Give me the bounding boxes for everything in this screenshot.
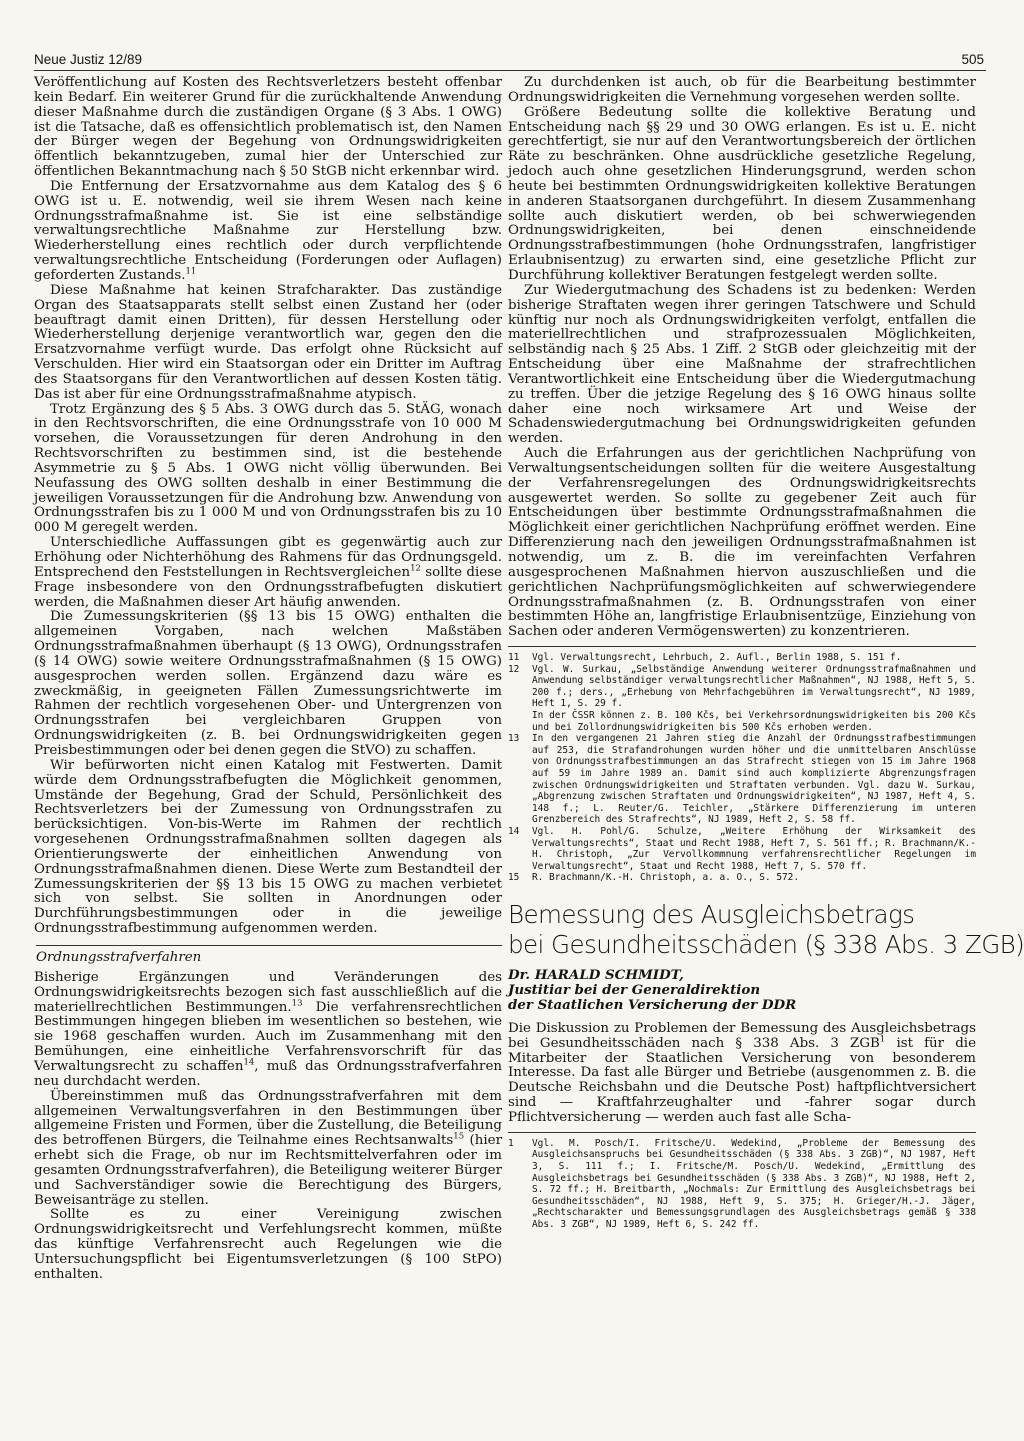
paragraph-text: Die Diskussion zu Problemen der Bemessung des Ausgleichsbetrags bei Gesundheitsschäden nach § 338 Abs. 3 ZGB bbox=[508, 1020, 976, 1051]
paragraph-text: , muß das Ordnungsstrafverfahren neu durchdacht werden. bbox=[34, 1059, 502, 1089]
paragraph: Auch die Erfahrungen aus der gerichtlichen Nachprüfung von Verwaltungsentscheidungen sollten für die weitere Ausgestaltung der Verfahrensregelungen des Ordnungswidrigkeitsrechts ausgewertet werden. So sollte zu gegebener Zeit auch für Entscheidungen über bestimmte Ordnungsstrafmaßnahmen die Möglichkeit einer gerichtlichen Nachprüfung eröffnet werden. Eine Differenzierung nach den jeweiligen Ordnungsstrafmaßnahmen ist notwendig, um z. B. die im vereinfachten Verfahren ausgesprochenen Maßnahmen hiervon auszuschließen und die gerichtlichen Nachprüfungsmöglichkeiten auf schwerwiegendere Ordnungsstrafmaßnahmen (z. B. Ordnungsstrafen von einer bestimmten Höhe an, langfristige Erlaubnisentzüge, Einziehung von Sachen oder anderen Vermögenswerten) zu konzentrieren. bbox=[508, 446, 976, 640]
footnote bbox=[508, 872, 976, 884]
paragraph: Diese Maßnahme hat keinen Strafcharakter. Das zuständige Organ des Staatsapparats stellt selbst einen Zustand her (oder beauftragt damit einen Dritten), für dessen Herstellung oder Wiederherstellung derjenige verantwortlich war, gegen den die Ersatzvornahme verfügt wurde. Das erfolgt ohne Rücksicht auf Verschulden. Hier wird ein Staatsorgan oder ein Dritter im Auftrag des Staatsorgans für den Verantwortlichen auf dessen Kosten tätig. Das ist aber für eine Ordnungsstrafmaßnahme atypisch. bbox=[34, 282, 502, 402]
paragraph bbox=[34, 536, 502, 610]
footnote-ref: 1 bbox=[879, 1034, 886, 1045]
author-name: Dr. HARALD SCHMIDT, bbox=[508, 966, 684, 983]
footnote-ref: 15 bbox=[453, 1131, 465, 1142]
right-column bbox=[508, 75, 1024, 1416]
footnote-number: 12 bbox=[508, 663, 520, 675]
journal-title: Neue Justiz 12/89 bbox=[34, 52, 143, 67]
footnote-number: 11 bbox=[508, 652, 520, 664]
footnote-number bbox=[508, 710, 532, 733]
footnote bbox=[508, 652, 976, 664]
left-column bbox=[34, 76, 502, 1416]
footnote-text: Vgl. M. Posch/I. Fritsche/U. Wedekind, „Probleme der Bemessung des Ausgleichsanspruchs bei Gesundheitsschäden (§ 338 Abs. 3 ZGB)“, NJ 1987, Heft 3, S. 111 f.; I. Fritsche/M. Posch/U. Wedekind, „Ermittlung des Ausgleichsbetrags bei Gesundheitsschäden (§ 338 Abs. 3 ZGB)“, NJ 1988, Heft 2, S. 72 ff.; H. Breitbarth, „Nochmals: Zur Ermittlung des Ausgleichsbetrags bei Gesundheitsschäden“, NJ 1988, Heft 9, S. 375; H. Grieger/H.-J. Jäger, „Rechtscharakter und Bemessungsgrundlagen des Ausgleichsbetrags gemäß § 338 Abs. 3 ZGB“, NJ 1989, Heft 6, S. 242 ff. bbox=[532, 1137, 976, 1230]
footnote bbox=[508, 710, 976, 733]
page-number: 505 bbox=[961, 52, 984, 67]
paragraph bbox=[508, 1022, 976, 1126]
paragraph-text: Die verfahrensrechtlichen Bestimmungen hingegen blieben im wesentlichen so bestehen, wie sie 1968 geschaffen wurden. Auch im Zusammenhang mit den Bemühungen, eine einheitliche Verfahrensvorschrift für das Verwaltungsrecht zu schaffen bbox=[34, 999, 502, 1074]
paragraph: Veröffentlichung auf Kosten des Rechtsverletzers besteht offenbar kein Bedarf. Ein weiterer Grund für die zurückhaltende Anwendung dieser Maßnahme durch die zuständigen Organe (§ 3 Abs. 1 OWG) ist die Tatsache, daß es offensichtlich problematisch ist, den Namen der Bürger wegen der Begehung von Ordnungswidrigkeiten öffentlich bekanntzugeben, zumal hier der Unterschied zur öffentlichen Bekanntmachung nach § 50 StGB nicht erkennbar wird. bbox=[34, 75, 502, 180]
paragraph-text: (hier erhebt sich die Frage, ob nur im Rechtsmittelverfahren oder im gesamten Ordnungsstrafverfahren), die Beteiligung weiterer Bürger und Sachverständiger sowie die Berechtigung des Bürgers, Beweisanträge zu stellen. bbox=[34, 1133, 502, 1208]
footnote-number: 1 bbox=[508, 1137, 514, 1149]
footnote-ref: 13 bbox=[291, 998, 303, 1009]
running-header bbox=[34, 50, 986, 71]
footnote-text: In den vergangenen 21 Jahren stieg die Anzahl der Ordnungsstrafbestimmungen auf 253, die Strafandrohungen wurden höher und die unmittelbaren Anschlüsse von Ordnungsstrafbestimmungen an das Strafrecht stiegen von 15 im Jahre 1968 auf 59 im Jahre 1989 an. Damit sind auch komplizierte Abgrenzungsfragen zwischen Ordnungswidrigkeiten und Straftaten verbunden. Vgl. dazu W. Surkau, „Abgrenzung zwischen Straftaten und Ordnungswidrigkeiten“, NJ 1987, Heft 4, S. 148 f.; L. Reuter/G. Teichler, „Stärkere Differenzierung im unteren Grenzbereich des Strafrechts“, NJ 1989, Heft 2, S. 58 ff. bbox=[532, 733, 976, 826]
paragraph-text: sollte diese Frage insbesondere von den Ordnungsstrafbefugten diskutiert werden, die Maßnahmen dieser Art häufig anwenden. bbox=[34, 564, 502, 610]
footnote-number: 14 bbox=[508, 825, 520, 837]
author-organization: der Staatlichen Versicherung der DDR bbox=[508, 996, 797, 1013]
footnote-number: 13 bbox=[508, 733, 520, 745]
paragraph-text: Die Entfernung der Ersatzvornahme aus dem Katalog des § 6 OWG ist u. E. notwendig, weil sie ihrem Wesen nach keine Ordnungsstrafmaßnahme ist. Sie ist eine selbständige verwaltungsrechtliche Maßnahme zur Herstellung bzw. Wiederherstellung eines rechtlich oder durch verpflichtende verwaltungsrechtliche Entscheidung (Forderungen oder Auflagen) geforderten Zustands. bbox=[34, 178, 502, 283]
footnotes bbox=[508, 652, 976, 884]
footnote-text: In der ČSSR können z. B. 100 Kčs, bei Verkehrsordnungswidrigkeiten bis 200 Kčs und bei Zollordnungswidrigkeiten bis 500 Kčs erhoben werden. bbox=[532, 710, 976, 733]
footnote-divider bbox=[508, 1132, 976, 1133]
paragraph-text: Bisherige Ergänzungen und Veränderungen des Ordnungswidrigkeitsrechts bezogen sich fast ausschließlich auf die materiellrechtlichen Bestimmungen. bbox=[34, 969, 502, 1015]
paragraph-text: Unterschiedliche Auffassungen gibt es gegenwärtig auch zur Erhöhung oder Nichterhöhung des Rahmens für das Ordnungsgeld. Entsprechend den Feststellungen in Rechtsvergleichen bbox=[34, 535, 502, 580]
section-heading: Ordnungsstrafverfahren bbox=[36, 945, 502, 965]
paragraph bbox=[34, 1090, 502, 1209]
footnote bbox=[508, 664, 976, 710]
paragraph-text: ist für die Mitarbeiter der Staatlichen Versicherung von besonderem Interesse. Da fast alle Bürger und Betriebe (ausgenommen z. B. die Deutsche Reichsbahn und die Deutsche Post) haftpflichtversichert sind — Kraftfahrzeughalter und -fahrer sogar durch Pflichtversicherung — werden auch fast alle Scha- bbox=[508, 1035, 976, 1125]
paragraph: Die Zumessungskriterien (§§ 13 bis 15 OWG) enthalten die allgemeinen Vorgaben, nach welchen Maßstäben Ordnungsstrafmaßnahmen überhaupt (§ 13 OWG), Ordnungsstrafen (§ 14 OWG) sowie weitere Ordnungsstrafmaßnahmen (§ 15 OWG) ausgesprochen werden sollen. Ergänzend dazu wäre es zweckmäßig, in geeigneten Fällen Zumessungsrichtwerte im Rahmen der rechtlich vorgesehenen Ober- und Untergrenzen von Ordnungsstrafen bei vergleichbaren Gruppen von Ordnungswidrigkeiten (z. B. bei Ordnungswidrigkeiten gegen Preisbestimmungen oder bei denen gegen die StVO) zu schaffen. bbox=[34, 609, 502, 758]
paragraph-text: Übereinstimmen muß das Ordnungsstrafverfahren mit dem allgemeinen Verwaltungsverfahren in den Bestimmungen über allgemeine Fristen und Formen, über die Zustellung, die Beteiligung des betroffenen Bürgers, die Teilnahme eines Rechtsanwalts bbox=[34, 1088, 502, 1149]
footnote-ref: 12 bbox=[410, 563, 421, 574]
author-role: Justitiar bei der Generaldirektion bbox=[508, 981, 761, 998]
paragraph: Wir befürworten nicht einen Katalog mit Festwerten. Damit würde dem Ordnungsstrafbefugten die Möglichkeit genommen, Umstände der Begehung, Grad der Schuld, Persönlichkeit des Rechtsverletzers bei der Zumessung von Ordnungsstrafen zu berücksichtigen. Von-bis-Werte im Rahmen der rechtlich vorgesehenen Ordnungsstrafmaßnahmen sollten dagegen als Orientierungswerte der einheitlichen Anwendung von Ordnungsstrafmaßnahmen dienen. Diese Werte zum Bestandteil der Zumessungskriterien der §§ 13 bis 15 OWG zu machen verbietet sich von selbst. Sie sollten in Anordnungen oder Durchführungsbestimmungen oder in die jeweilige Ordnungsstrafbestimmung aufgenommen werden. bbox=[34, 757, 502, 937]
paragraph: Zu durchdenken ist auch, ob für die Bearbeitung bestimmter Ordnungswidrigkeiten die Vernehmung vorgesehen werden sollte. bbox=[508, 75, 976, 105]
paragraph: Sollte es zu einer Vereinigung zwischen Ordnungswidrigkeitsrecht und Verfehlungsrecht kommen, müßte das künftige Verfahrensrecht auch Regelungen wie die Untersuchungspflicht bei Eigentumsverletzungen (§ 100 StPO) enthalten. bbox=[34, 1207, 502, 1282]
article-title-line: Bemessung des Ausgleichsbetrags bbox=[508, 899, 915, 929]
paragraph: Zur Wiedergutmachung des Schadens ist zu bedenken: Werden bisherige Straftaten wegen ihrer geringen Tatschwere und Schuld künftig nur noch als Ordnungswidrigkeiten verfolgt, entfallen die materiellrechtlichen und strafprozessualen Möglichkeiten, selbständig nach § 25 Abs. 1 Ziff. 2 StGB oder gleichzeitig mit der Entscheidung über eine Maßnahme der strafrechtlichen Verantwortlichkeit eine Entscheidung über die Wiedergutmachung zu treffen. Über die jetzige Regelung des § 16 OWG hinaus sollte daher eine noch wirksamere Art und Weise der Schadenswiedergutmachung bei Ordnungswidrigkeiten gefunden werden. bbox=[508, 282, 976, 447]
footnote-text: Vgl. Verwaltungsrecht, Lehrbuch, 2. Aufl., Berlin 1988, S. 151 f. bbox=[532, 652, 902, 664]
article-footnotes bbox=[508, 1138, 976, 1231]
footnote-text: R. Brachmann/K.-H. Christoph, a. a. O., S. 572. bbox=[532, 872, 800, 884]
footnote-divider bbox=[508, 646, 976, 647]
paragraph bbox=[34, 180, 502, 284]
footnote-number: 15 bbox=[508, 872, 520, 884]
paragraph: Größere Bedeutung sollte die kollektive Beratung und Entscheidung nach §§ 29 und 30 OWG erlangen. Es ist u. E. nicht gerechtfertigt, sie nur auf den Verantwortungsbereich der örtlichen Räte zu beschränken. Ohne ausdrückliche gesetzliche Regelung, jedoch auch ohne gesetzlichen Hinderungsgrund, werden schon heute bei bestimmten Ordnungswidrigkeiten kollektive Beratungen in anderen Staatsorganen durchgeführt. In diesem Zusammenhang sollte auch diskutiert werden, ob bei schwerwiegenden Ordnungswidrigkeiten, bei denen einschneidende Ordnungsstrafbestimmungen (hohe Ordnungsstrafen, langfristiger Erlaubnisentzug) zu erwarten sind, eine gesetzliche Pflicht zur Durchführung kollektiver Beratungen festgelegt werden sollte. bbox=[508, 104, 976, 283]
article-title-line: bei Gesundheitsschäden (§ 338 Abs. 3 ZGB) bbox=[508, 929, 1024, 959]
footnote bbox=[508, 1138, 976, 1231]
paragraph bbox=[34, 971, 502, 1090]
article-title bbox=[508, 899, 1024, 960]
footnote-ref: 14 bbox=[243, 1057, 255, 1068]
footnote-text: Vgl. W. Surkau, „Selbständige Anwendung weiterer Ordnungsstrafmaßnahmen und Anwendung selbständiger verwaltungsrechtlicher Maßnahmen“, NJ 1988, Heft 5, S. 200 f.; ders., „Erhebung von Mehrfachgebühren im Verwaltungsrecht“, NJ 1989, Heft 1, S. 29 f. bbox=[532, 663, 976, 710]
paragraph: Trotz Ergänzung des § 5 Abs. 3 OWG durch das 5. StÄG, wonach in den Rechtsvorschriften, die eine Ordnungsstrafe von 10 000 M vorsehen, die Voraussetzungen für deren Androhung in den Rechtsvorschriften zu bestimmen sind, ist die bestehende Asymmetrie zu § 5 Abs. 1 OWG nicht völlig überwunden. Bei Neufassung des OWG sollten deshalb in einer Bestimmung die jeweiligen Voraussetzungen für die Androhung bzw. Anwendung von Ordnungsstrafen bis zu 1 000 M und von Ordnungsstrafen bis zu 10 000 M geregelt werden. bbox=[34, 401, 502, 536]
footnote-ref: 11 bbox=[185, 266, 197, 277]
footnote bbox=[508, 826, 976, 872]
footnote bbox=[508, 733, 976, 826]
footnote-text: Vgl. H. Pohl/G. Schulze, „Weitere Erhöhung der Wirksamkeit des Verwaltungsrechts“, Staat und Recht 1988, Heft 7, S. 561 ff.; R. Brachmann/K.-H. Christoph, „Zur Vervollkommnung verfahrensrechtlicher Regelungen im Verwaltungsrecht“, Staat und Recht 1988, Heft 7, S. 570 ff. bbox=[532, 825, 976, 872]
author-block bbox=[508, 968, 976, 1013]
